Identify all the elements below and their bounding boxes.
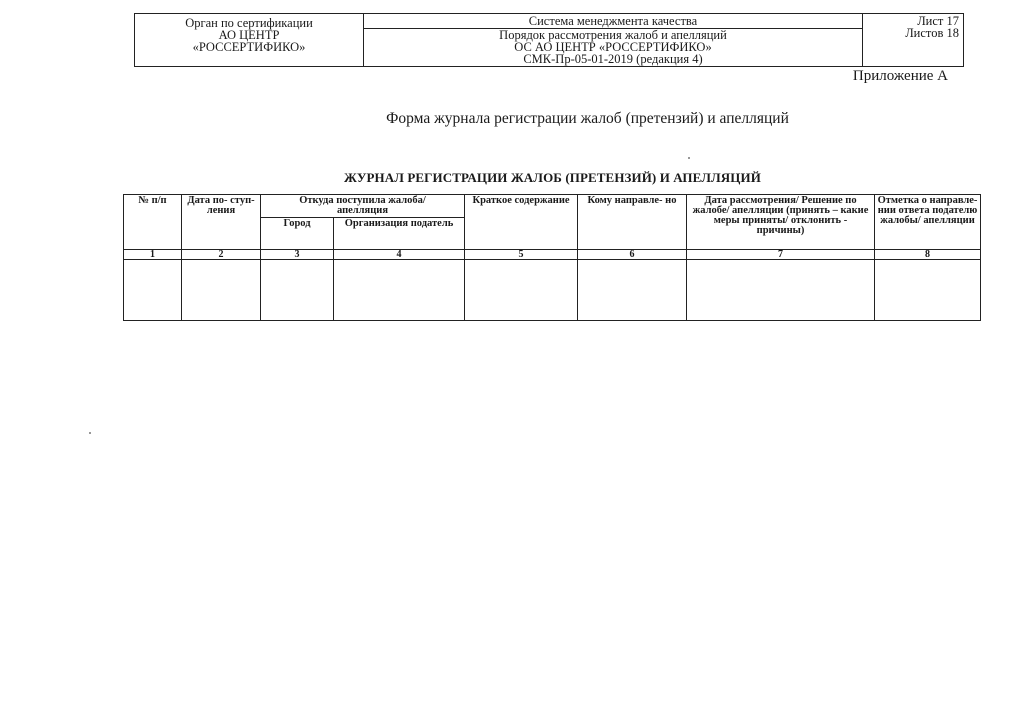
empty-entry-row — [124, 260, 981, 321]
column-number: 6 — [578, 250, 687, 260]
column-number: 3 — [261, 250, 334, 260]
scan-speck — [688, 157, 690, 159]
col-header-addressee: Кому направле- но — [578, 195, 687, 250]
sheet-number: Лист 17 — [917, 14, 959, 28]
org-cell — [135, 14, 364, 67]
empty-cell — [578, 260, 687, 321]
org-line-2: АО ЦЕНТР — [218, 28, 280, 42]
sheets-total: Листов 18 — [905, 26, 959, 40]
col-header-city: Город — [261, 218, 334, 250]
column-number-row — [124, 250, 981, 260]
col-header-response: Отметка о направле- нии ответа подателю жалобы/ апелляции — [875, 195, 981, 250]
table-header-row — [124, 195, 981, 218]
empty-cell — [875, 260, 981, 321]
empty-cell — [124, 260, 182, 321]
system-name: Система менеджмента качества — [364, 15, 862, 29]
column-number: 8 — [875, 250, 981, 260]
doc-line-1: Порядок рассмотрения жалоб и апелляций — [499, 28, 727, 42]
form-title: Форма журнала регистрации жалоб (претензий) и апелляций — [386, 110, 789, 127]
column-number: 2 — [182, 250, 261, 260]
doc-line-3: СМК-Пр-05-01-2019 (редакция 4) — [523, 52, 703, 66]
sheet-cell — [863, 14, 964, 67]
empty-cell — [261, 260, 334, 321]
doc-cell — [364, 14, 863, 67]
col-header-date: Дата по- ступ- ления — [182, 195, 261, 250]
doc-line-2: ОС АО ЦЕНТР «РОССЕРТИФИКО» — [514, 40, 712, 54]
org-line-3: «РОССЕРТИФИКО» — [192, 40, 306, 54]
empty-cell — [182, 260, 261, 321]
empty-cell — [687, 260, 875, 321]
column-number: 4 — [334, 250, 465, 260]
org-line-1: Орган по сертификации — [185, 16, 313, 30]
scan-speck — [89, 432, 91, 434]
document-header — [134, 13, 964, 67]
appendix-label: Приложение А — [852, 68, 948, 84]
column-number: 1 — [124, 250, 182, 260]
col-header-decision: Дата рассмотрения/ Решение по жалобе/ апелляции (принять – какие меры приняты/ отклонить - причины) — [687, 195, 875, 250]
column-number: 7 — [687, 250, 875, 260]
journal-table — [123, 194, 981, 321]
col-header-source: Откуда поступила жалоба/апелляция — [261, 195, 465, 218]
journal-title: ЖУРНАЛ РЕГИСТРАЦИИ ЖАЛОБ (ПРЕТЕНЗИЙ) И АПЕЛЛЯЦИЙ — [344, 170, 761, 185]
empty-cell — [334, 260, 465, 321]
empty-cell — [465, 260, 578, 321]
column-number: 5 — [465, 250, 578, 260]
col-header-number: № п/п — [124, 195, 182, 250]
col-header-organization: Организация податель — [334, 218, 465, 250]
col-header-summary: Краткое содержание — [465, 195, 578, 250]
